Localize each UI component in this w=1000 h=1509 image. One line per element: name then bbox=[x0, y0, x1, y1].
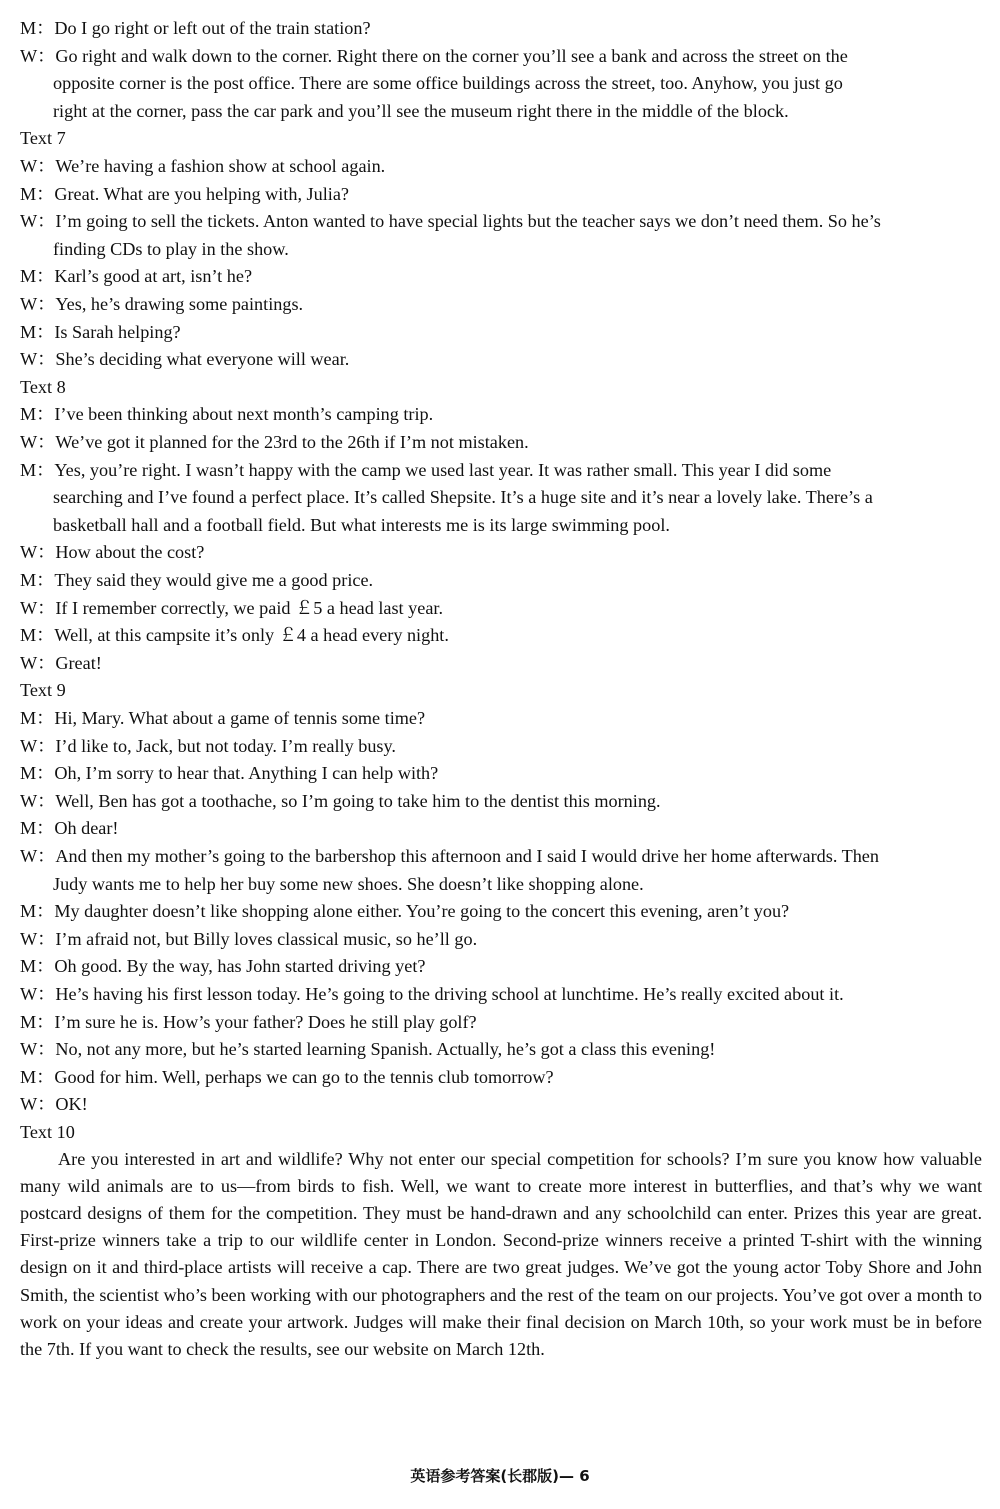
dialogue-line: W：OK! bbox=[20, 1094, 88, 1115]
dialogue-line: W：Great! bbox=[20, 652, 102, 673]
dialogue-continuation: right at the corner, pass the car park and you’ll see the museum right there in the middle of the block. bbox=[53, 100, 789, 121]
text-10-paragraph: Are you interested in art and wildlife? Why not enter our special competition for schools? I’m sure you know how valuable many wild animals are to us—from birds to fish. Well, we want to create more interest in butterflies, and that’s why we want postcard designs of them for the competition. They must be hand-drawn and any schoolchild can enter. Prizes this year are great. First-prize winners take a trip to our wildlife center in London. Second-prize winners receive a printed T-shirt with the winning design on it and third-place artists will receive a cap. There are two great judges. We’ve got the young actor Toby Shore and John Smith, the scientist who’s been working with our photographers and the rest of the team on our projects. You’ve got over a month to work on your ideas and create your artwork. Judges will make their final decision on March 10th, so your work must be in before the 7th. If you want to check the results, see our website on March 12th. bbox=[20, 1148, 982, 1360]
dialogue-line: W：And then my mother’s going to the barbershop this afternoon and I said I would drive her home afterwards. Then bbox=[20, 846, 879, 866]
dialogue-line: M：My daughter doesn’t like shopping alone either. You’re going to the concert this evening, aren’t you? bbox=[20, 901, 790, 922]
dialogue-line: M：Well, at this campsite it’s only ￡4 a head every night. bbox=[20, 625, 449, 646]
dialogue-line: M：Oh, I’m sorry to hear that. Anything I can help with? bbox=[20, 763, 439, 784]
dialogue-continuation: basketball hall and a football field. But what interests me is its large swimming pool. bbox=[53, 514, 670, 535]
dialogue-line: W：Well, Ben has got a toothache, so I’m going to take him to the dentist this morning. bbox=[20, 790, 661, 811]
dialogue-line: M：I’ve been thinking about next month’s camping trip. bbox=[20, 404, 434, 425]
dialogue-line: W：Yes, he’s drawing some paintings. bbox=[20, 294, 304, 314]
dialogue-line: W：How about the cost? bbox=[20, 542, 205, 563]
dialogue-line: W：No, not any more, but he’s started learning Spanish. Actually, he’s got a class this evening! bbox=[20, 1039, 716, 1060]
dialogue-line: W：If I remember correctly, we paid ￡5 a head last year. bbox=[20, 597, 444, 618]
section-heading: Text 10 bbox=[20, 1122, 75, 1142]
dialogue-line: W：I’m afraid not, but Billy loves classical music, so he’ll go. bbox=[20, 928, 478, 949]
dialogue-line: M：Yes, you’re right. I wasn’t happy with the camp we used last year. It was rather small. This year I did some bbox=[20, 459, 832, 480]
dialogue-line: M：Oh dear! bbox=[20, 818, 119, 839]
dialogue-line: W：I’d like to, Jack, but not today. I’m really busy. bbox=[20, 735, 396, 756]
dialogue-continuation: opposite corner is the post office. There are some office buildings across the street, too. Anyhow, you just go bbox=[53, 73, 843, 94]
dialogue-line: M：Do I go right or left out of the train station? bbox=[20, 18, 371, 38]
dialogue-line: M：Karl’s good at art, isn’t he? bbox=[20, 266, 253, 287]
dialogue-line: W：We’re having a fashion show at school again. bbox=[20, 156, 386, 176]
dialogue-line: W：Go right and walk down to the corner. Right there on the corner you’ll see a bank and across the street on the bbox=[20, 45, 848, 66]
dialogue-line: W：He’s having his first lesson today. He’s going to the driving school at lunchtime. He’s really excited about it. bbox=[20, 984, 844, 1004]
section-heading: Text 7 bbox=[20, 128, 66, 149]
dialogue-continuation: Judy wants me to help her buy some new shoes. She doesn’t like shopping alone. bbox=[53, 873, 644, 894]
dialogue-line: W：We’ve got it planned for the 23rd to the 26th if I’m not mistaken. bbox=[20, 432, 529, 452]
dialogue-line: M：Is Sarah helping? bbox=[20, 321, 181, 342]
dialogue-line: M：Good for him. Well, perhaps we can go to the tennis club tomorrow? bbox=[20, 1066, 554, 1087]
dialogue-line: M：Oh good. By the way, has John started driving yet? bbox=[20, 956, 426, 977]
dialogue-line: W：I’m going to sell the tickets. Anton wanted to have special lights but the teacher says we don’t need them. So he’s bbox=[20, 211, 881, 232]
dialogue-continuation: finding CDs to play in the show. bbox=[53, 238, 289, 259]
dialogue-line: M：They said they would give me a good price. bbox=[20, 570, 374, 590]
dialogue-continuation: searching and I’ve found a perfect place. It’s called Shepsite. It’s a huge site and it’s near a lovely lake. There’s a bbox=[53, 487, 873, 508]
dialogue-line: M：Great. What are you helping with, Julia? bbox=[20, 183, 349, 204]
dialogue-line: M：I’m sure he is. How’s your father? Does he still play golf? bbox=[20, 1011, 477, 1032]
dialogue-line: M：Hi, Mary. What about a game of tennis some time? bbox=[20, 708, 426, 728]
dialogue-line: W：She’s deciding what everyone will wear. bbox=[20, 349, 350, 370]
section-heading: Text 8 bbox=[20, 376, 66, 397]
section-heading: Text 9 bbox=[20, 680, 66, 701]
page-footer: 英语参考答案(长郡版)— 6 bbox=[410, 1467, 590, 1485]
